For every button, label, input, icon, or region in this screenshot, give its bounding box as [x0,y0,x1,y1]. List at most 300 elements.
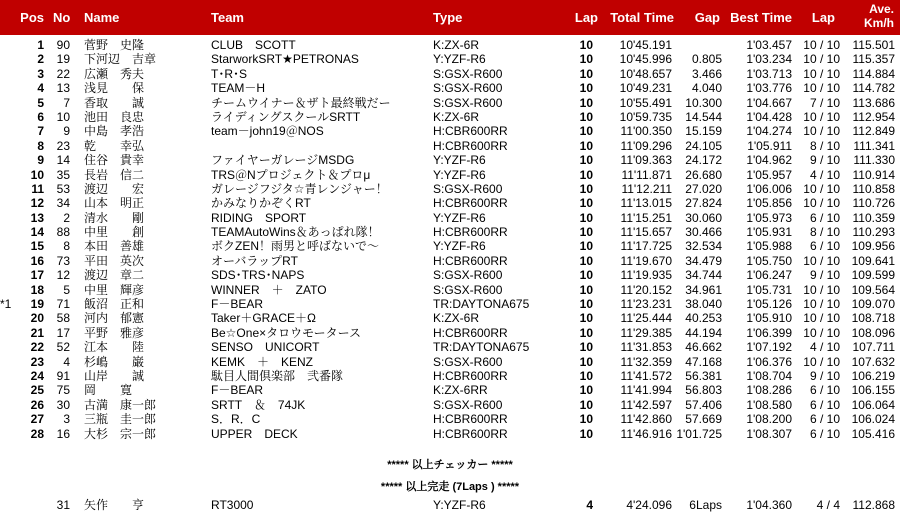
table-row [0,254,900,268]
cell-no: 71 [56,297,70,312]
cell-no: 31 [56,498,70,512]
cell-no: 16 [56,426,70,441]
cell-type: Y:YZF-R6 [433,210,486,225]
cell-total-time: 11'41.994 [620,383,672,398]
cell-gap: 24.172 [685,153,722,168]
cell-pos: 12 [30,196,44,211]
cell-name: 池田 良忠 [84,109,145,124]
cell-avg-speed: 114.782 [852,81,895,96]
cell-pos: 9 [37,153,44,168]
cell-team: F－BEAR [211,297,264,312]
cell-best-lap: 8 / 10 [809,138,840,153]
cell-gap: 47.168 [685,354,722,369]
cell-gap: 56.803 [685,383,722,398]
cell-name: 杉嶋 巌 [84,354,145,369]
cell-pos: 28 [30,426,44,441]
cell-type: H:CBR600RR [433,196,508,211]
cell-type: Y:YZF-R6 [433,52,486,67]
cell-no: 19 [56,52,70,67]
cell-best-lap: 10 / 10 [803,354,840,369]
cell-no: 30 [56,397,70,412]
cell-pos: 6 [37,109,44,124]
table-row [0,427,900,441]
cell-best-time: 1'05.957 [746,167,792,182]
cell-total-time: 11'32.359 [620,354,672,369]
cell-best-time: 1'08.580 [746,397,792,412]
header-lap: Lap [574,10,598,25]
table-row [0,38,900,52]
cell-total-time: 4'24.096 [626,498,672,512]
cell-total-time: 11'09.363 [620,153,672,168]
cell-name: 渡辺 宏 [84,181,145,196]
cell-lap: 10 [579,253,593,268]
cell-pos: 22 [30,340,44,355]
table-row [0,326,900,340]
cell-type: S:GSX-R600 [433,95,503,110]
cell-no: 4 [63,354,70,369]
cell-no: 2 [63,210,70,225]
cell-pos: 13 [30,210,44,225]
cell-lap: 10 [579,268,593,283]
cell-avg-speed: 113.686 [852,95,895,110]
cell-lap: 10 [579,124,593,139]
cell-best-lap: 10 / 10 [803,282,840,297]
cell-gap: 34.479 [685,253,722,268]
cell-gap: 10.300 [685,95,722,110]
cell-team: StarworkSRT★PETRONAS [211,52,359,67]
cell-no: 90 [56,38,70,52]
cell-best-time: 1'04.962 [746,153,792,168]
cell-team: RIDING SPORT [211,210,307,225]
cell-avg-speed: 110.726 [852,196,895,211]
cell-lap: 10 [579,354,593,369]
cell-team: ガレージフジタ☆青レンジャー！ [211,181,388,196]
cell-best-time: 1'03.457 [746,38,792,52]
cell-team: UPPER DECK [211,426,298,441]
cell-no: 73 [56,253,70,268]
cell-pos: 4 [37,81,44,96]
cell-note: *1 [0,297,12,312]
cell-name: 山本 明正 [84,196,145,211]
cell-best-lap: 6 / 10 [809,210,840,225]
cell-type: K:ZX-6R [433,109,480,124]
cell-lap: 10 [579,196,593,211]
cell-lap: 10 [579,412,593,427]
finished-separator: ***** 以上完走 (7Laps ) ***** [380,481,520,493]
cell-avg-speed: 111.341 [853,138,895,153]
cell-name: 古満 康一郎 [84,397,157,412]
cell-no: 10 [56,109,70,124]
cell-best-time: 1'05.910 [746,311,792,326]
cell-total-time: 11'46.916 [620,426,672,441]
cell-type: TR:DAYTONA675 [433,340,530,355]
cell-type: Y:YZF-R6 [433,498,486,512]
cell-lap: 10 [579,325,593,340]
cell-name: 下河辺 吉章 [84,52,157,67]
cell-name: 住谷 貴幸 [84,153,145,168]
cell-no: 14 [56,153,70,168]
cell-type: K:ZX-6R [433,38,480,52]
cell-team: かみなりかぞくRT [211,196,311,211]
cell-type: S:GSX-R600 [433,397,503,412]
cell-gap: 38.040 [685,297,722,312]
cell-type: Y:YZF-R6 [433,167,486,182]
cell-name: 大杉 宗一郎 [84,426,157,441]
non-classified-row [0,498,900,512]
cell-total-time: 11'29.385 [620,325,672,340]
header-avg-line1: Ave. [869,2,894,16]
cell-lap: 10 [579,383,593,398]
cell-best-time: 1'05.931 [746,225,792,240]
cell-pos: 24 [30,368,44,383]
cell-lap: 4 [586,498,593,512]
cell-best-time: 1'04.360 [746,498,792,512]
cell-no: 58 [56,311,70,326]
checker-separator: ***** 以上チェッカー ***** [387,459,513,471]
cell-team: Taker＋GRACE＋Ω [211,311,316,326]
cell-name: 浅見 保 [84,81,145,96]
cell-best-lap: 6 / 10 [809,426,840,441]
cell-lap: 10 [579,282,593,297]
cell-gap: 26.680 [685,167,722,182]
cell-pos: 11 [31,181,44,196]
table-row [0,340,900,354]
cell-no: 75 [56,383,70,398]
cell-lap: 10 [579,95,593,110]
cell-type: S:GSX-R600 [433,181,503,196]
cell-total-time: 11'13.015 [620,196,672,211]
cell-best-lap: 10 / 10 [803,196,840,211]
cell-name: 矢作 亨 [84,498,145,512]
cell-pos: 18 [30,282,44,297]
cell-total-time: 11'19.670 [620,253,672,268]
cell-best-lap: 6 / 10 [809,397,840,412]
cell-lap: 10 [579,153,593,168]
cell-name: 清水 剛 [84,210,145,225]
cell-gap: 30.466 [685,225,722,240]
cell-lap: 10 [579,181,593,196]
cell-total-time: 10'48.657 [619,66,672,81]
cell-lap: 10 [579,38,593,52]
cell-pos: 25 [30,383,44,398]
cell-total-time: 11'12.211 [621,181,672,196]
cell-total-time: 11'15.657 [620,225,672,240]
cell-lap: 10 [579,81,593,96]
cell-no: 91 [56,368,70,383]
table-row [0,182,900,196]
cell-best-lap: 9 / 10 [809,268,840,283]
cell-best-time: 1'05.750 [746,253,792,268]
header-name: Name [84,10,120,25]
cell-best-time: 1'07.192 [746,340,792,355]
cell-avg-speed: 106.024 [851,412,895,427]
cell-pos: 27 [30,412,44,427]
cell-best-time: 1'08.200 [746,412,792,427]
cell-name: 岡 寛 [84,383,133,398]
cell-no: 3 [63,412,70,427]
cell-name: 菅野 史隆 [84,38,145,52]
cell-best-lap: 10 / 10 [803,38,840,52]
cell-best-lap: 6 / 10 [809,239,840,254]
cell-name: 河内 郁憲 [84,311,145,326]
cell-best-time: 1'03.234 [746,52,792,67]
cell-gap: 4.040 [691,81,722,96]
cell-lap: 10 [579,426,593,441]
cell-total-time: 11'41.572 [620,368,672,383]
cell-avg-speed: 110.914 [852,167,895,182]
cell-total-time: 11'23.231 [620,297,672,312]
cell-pos: 14 [30,225,44,240]
header-total-time: Total Time [610,10,674,25]
cell-type: K:ZX-6R [433,311,480,326]
table-row [0,383,900,397]
cell-team: ファイヤーガレージMSDG [211,153,355,168]
cell-type: S:GSX-R600 [433,66,503,81]
cell-lap: 10 [579,138,593,153]
cell-team: ライディングスクールSRTT [211,109,361,124]
cell-lap: 10 [579,340,593,355]
cell-type: K:ZX-6RR [433,383,488,398]
cell-best-time: 1'04.667 [746,95,792,110]
cell-name: 本田 善雄 [84,239,145,254]
cell-best-time: 1'05.731 [746,282,792,297]
cell-best-lap: 10 / 10 [803,66,840,81]
cell-name: 三瓶 圭一郎 [84,412,157,427]
cell-avg-speed: 112.849 [852,124,895,139]
cell-lap: 10 [579,52,593,67]
cell-total-time: 11'20.152 [620,282,672,297]
cell-avg-speed: 106.219 [851,368,895,383]
cell-best-time: 1'08.307 [746,426,792,441]
cell-gap: 6Laps [689,498,722,512]
cell-no: 7 [63,95,70,110]
cell-gap: 24.105 [685,138,722,153]
cell-team: S．R．C [211,412,261,427]
header-avg-speed [844,2,894,30]
cell-best-lap: 9 / 10 [809,153,840,168]
cell-best-time: 1'06.247 [746,268,792,283]
cell-team: 駄目人間倶楽部 弐番隊 [211,368,344,383]
cell-team: TEAM－H [211,81,266,96]
cell-avg-speed: 114.884 [852,66,895,81]
cell-best-time: 1'05.988 [746,239,792,254]
cell-best-time: 1'05.126 [746,297,792,312]
cell-gap: 27.824 [685,196,722,211]
cell-gap: 30.060 [685,210,722,225]
table-header [0,0,900,35]
table-row [0,268,900,282]
cell-type: S:GSX-R600 [433,282,503,297]
cell-name: 長岩 信二 [84,167,145,182]
cell-pos: 1 [37,38,44,52]
cell-no: 22 [56,66,70,81]
cell-pos: 20 [30,311,44,326]
cell-best-time: 1'06.006 [746,181,792,196]
cell-best-lap: 4 / 10 [809,167,840,182]
cell-name: 平野 雅彦 [84,325,145,340]
cell-best-lap: 10 / 10 [803,325,840,340]
cell-gap: 57.669 [685,412,722,427]
cell-name: 香取 誠 [84,95,145,110]
cell-pos: 10 [30,167,44,182]
cell-best-lap: 10 / 10 [803,297,840,312]
cell-avg-speed: 106.155 [851,383,895,398]
cell-best-lap: 10 / 10 [803,52,840,67]
cell-best-time: 1'05.911 [747,138,792,153]
table-row [0,110,900,124]
cell-lap: 10 [579,210,593,225]
cell-avg-speed: 109.070 [851,297,895,312]
cell-pos: 17 [30,268,44,283]
table-row [0,168,900,182]
table-row [0,153,900,167]
cell-lap: 10 [579,368,593,383]
cell-team: T･R･S [211,66,248,81]
table-row [0,81,900,95]
cell-no: 9 [63,124,70,139]
cell-team: SENSO UNICORT [211,340,320,355]
cell-total-time: 11'15.251 [620,210,672,225]
cell-pos: 16 [30,253,44,268]
cell-name: 乾 幸弘 [84,138,145,153]
results-rows [0,38,900,441]
header-avg-line2: Km/h [864,16,894,30]
cell-total-time: 10'45.191 [619,38,672,52]
cell-best-lap: 10 / 10 [803,109,840,124]
cell-no: 88 [56,225,70,240]
cell-lap: 10 [579,297,593,312]
cell-name: 中島 孝浩 [84,124,145,139]
cell-team: チームウイナー＆ザト最終戦だー [211,95,391,110]
cell-name: 飯沼 正和 [84,297,145,312]
cell-best-time: 1'06.376 [746,354,792,369]
cell-gap: 27.020 [685,181,722,196]
cell-best-lap: 10 / 10 [803,253,840,268]
table-row [0,311,900,325]
cell-team: CLUB SCOTT [211,38,296,52]
cell-pos: 2 [37,52,44,67]
cell-team: WINNER ＋ ZATO [211,282,327,297]
cell-name: 平田 英次 [84,253,145,268]
cell-gap: 46.662 [685,340,722,355]
cell-total-time: 11'25.444 [620,311,672,326]
table-row [0,139,900,153]
cell-avg-speed: 106.064 [851,397,895,412]
cell-avg-speed: 105.416 [851,426,895,441]
cell-total-time: 11'09.296 [620,138,672,153]
cell-team: TEAMAutoWins＆あっぱれ隊！ [211,225,380,240]
cell-avg-speed: 109.599 [851,268,895,283]
cell-pos: 3 [37,66,44,81]
cell-best-lap: 6 / 10 [809,383,840,398]
cell-pos: 8 [37,138,44,153]
cell-no: 13 [56,81,70,96]
cell-no: 5 [63,282,70,297]
cell-lap: 10 [579,311,593,326]
cell-best-lap: 10 / 10 [803,124,840,139]
cell-gap: 3.466 [691,66,722,81]
cell-avg-speed: 109.641 [851,253,895,268]
cell-name: 渡辺 章二 [84,268,145,283]
header-best-time: Best Time [730,10,792,25]
cell-best-time: 1'03.776 [746,81,792,96]
cell-avg-speed: 108.096 [851,325,895,340]
cell-best-lap: 6 / 10 [809,412,840,427]
cell-no: 23 [56,138,70,153]
cell-total-time: 10'49.231 [619,81,672,96]
cell-best-lap: 4 / 4 [816,498,840,512]
table-row [0,239,900,253]
cell-team: Be☆One×タロウモータース [211,325,362,340]
cell-type: H:CBR600RR [433,253,508,268]
cell-total-time: 11'31.853 [620,340,672,355]
cell-pos: 23 [30,354,44,369]
cell-avg-speed: 109.956 [851,239,895,254]
cell-no: 8 [63,239,70,254]
cell-team: SDS･TRS･NAPS [211,268,305,283]
cell-lap: 10 [579,225,593,240]
cell-avg-speed: 110.858 [852,181,895,196]
table-row [0,412,900,426]
cell-name: 山岸 誠 [84,368,145,383]
cell-type: Y:YZF-R6 [433,153,486,168]
cell-name: 中里 創 [84,225,145,240]
cell-team: ボクZEN！雨男と呼ばないで～ [211,239,380,254]
cell-team: team－john19＠NOS [211,124,324,139]
cell-gap: 57.406 [685,397,722,412]
cell-best-time: 1'08.704 [746,368,792,383]
table-row [0,225,900,239]
cell-total-time: 11'42.860 [620,412,672,427]
cell-no: 35 [56,167,70,182]
cell-type: S:GSX-R600 [433,81,503,96]
cell-gap: 0.805 [691,52,722,67]
table-row [0,52,900,66]
cell-type: H:CBR600RR [433,368,508,383]
cell-no: 17 [56,325,70,340]
cell-type: H:CBR600RR [433,138,508,153]
cell-best-lap: 9 / 10 [809,368,840,383]
cell-name: 江本 陸 [84,340,145,355]
cell-avg-speed: 110.293 [852,225,895,240]
cell-lap: 10 [579,397,593,412]
cell-gap: 34.961 [685,282,722,297]
cell-pos: 21 [30,325,44,340]
header-best-lap: Lap [811,10,835,25]
cell-gap: 34.744 [685,268,722,283]
cell-pos: 26 [30,397,44,412]
cell-avg-speed: 109.564 [851,282,895,297]
cell-type: H:CBR600RR [433,325,508,340]
cell-name: 中里 輝彦 [84,282,145,297]
cell-gap: 56.381 [685,368,722,383]
header-type: Type [433,10,463,25]
table-row [0,196,900,210]
cell-type: H:CBR600RR [433,124,508,139]
cell-type: Y:YZF-R6 [433,239,486,254]
cell-best-time: 1'06.399 [746,325,792,340]
cell-total-time: 11'19.935 [620,268,672,283]
cell-best-lap: 10 / 10 [803,311,840,326]
cell-pos: 5 [37,95,44,110]
cell-no: 52 [56,340,70,355]
cell-team: F－BEAR [211,383,264,398]
cell-best-lap: 8 / 10 [809,225,840,240]
cell-avg-speed: 111.330 [853,153,895,168]
table-row [0,297,900,311]
cell-team: RT3000 [211,498,254,512]
table-row [0,211,900,225]
